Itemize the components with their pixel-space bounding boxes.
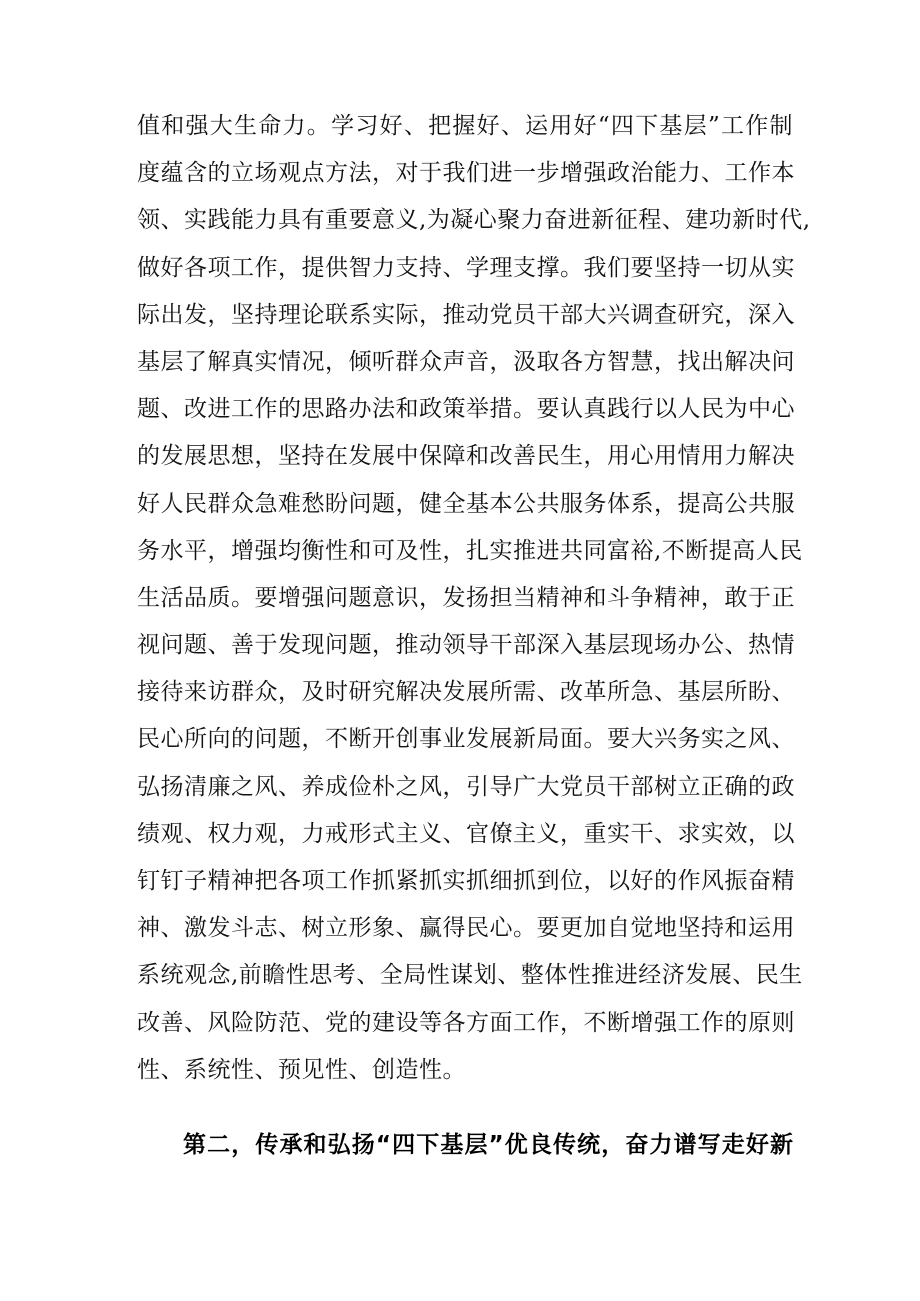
paragraph-line: 领、实践能力具有重要意义,为凝心聚力奋进新征程、建功新时代, xyxy=(137,207,811,234)
paragraph-line: 视问题、善于发现问题，推动领导干部深入基层现场办公、热情 xyxy=(137,632,795,659)
paragraph-line: 度蕴含的立场观点方法，对于我们进一步增强政治能力、工作本 xyxy=(137,160,795,187)
paragraph-line: 基层了解真实情况，倾听群众声音，汲取各方智慧，找出解决问 xyxy=(137,348,795,375)
paragraph-line: 做好各项工作，提供智力支持、学理支撑。我们要坚持一切从实 xyxy=(137,254,795,281)
section-heading: 第二，传承和弘扬“四下基层”优良传统，奋力谱写走好新 xyxy=(183,1132,793,1158)
paragraph-line: 值和强大生命力。学习好、把握好、运用好“四下基层”工作制 xyxy=(137,113,793,139)
paragraph-line: 改善、风险防范、党的建设等各方面工作，不断增强工作的原则 xyxy=(137,1009,795,1036)
body-paragraph xyxy=(137,103,811,1094)
paragraph-line: 民心所向的问题，不断开创事业发展新局面。要大兴务实之风、 xyxy=(137,726,795,753)
paragraph-line: 生活品质。要增强问题意识，发扬担当精神和斗争精神，敢于正 xyxy=(137,584,795,611)
paragraph-line: 性、系统性、预见性、创造性。 xyxy=(137,1056,466,1083)
paragraph-line: 弘扬清廉之风、养成俭朴之风，引导广大党员干部树立正确的政 xyxy=(137,773,795,800)
paragraph-line: 接待来访群众，及时研究解决发展所需、改革所急、基层所盼、 xyxy=(137,679,795,706)
paragraph-line: 绩观、权力观，力戒形式主义、官僚主义，重实干、求实效，以 xyxy=(137,820,795,847)
paragraph-line: 务水平，增强均衡性和可及性，扎实推进共同富裕,不断提高人民 xyxy=(137,537,803,564)
paragraph-line: 系统观念,前瞻性思考、全局性谋划、整体性推进经济发展、民生 xyxy=(137,962,803,989)
paragraph-line: 的发展思想，坚持在发展中保障和改善民生，用心用情用力解决 xyxy=(137,443,795,470)
paragraph-line: 题、改进工作的思路办法和政策举措。要认真践行以人民为中心 xyxy=(137,396,795,423)
paragraph-line: 神、激发斗志、树立形象、赢得民心。要更加自觉地坚持和运用 xyxy=(137,915,795,942)
paragraph-line: 际出发，坚持理论联系实际，推动党员干部大兴调查研究，深入 xyxy=(137,301,795,328)
paragraph-line: 钉钉子精神把各项工作抓紧抓实抓细抓到位，以好的作风振奋精 xyxy=(137,868,795,894)
paragraph-line: 好人民群众急难愁盼问题，健全基本公共服务体系，提高公共服 xyxy=(137,490,795,517)
